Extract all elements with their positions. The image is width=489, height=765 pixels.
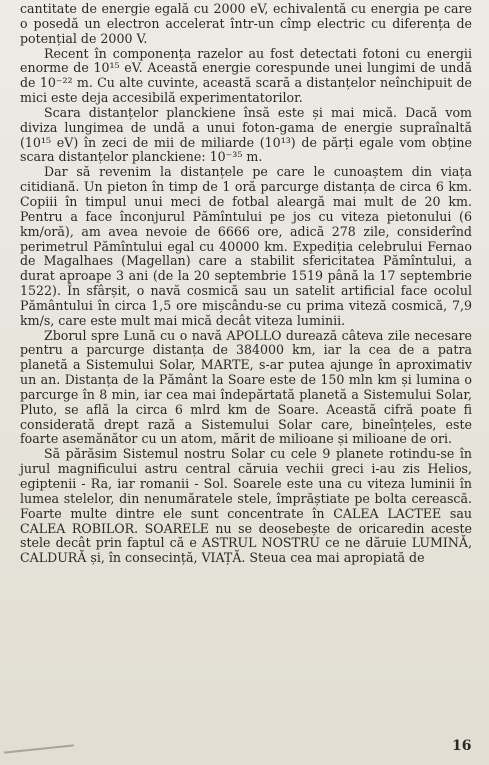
paragraph-planck-scale: Scara distanțelor planckiene însă este și mai mică. Dacă vom diviza lungimea de undă a unui foton-gama de energie supraînaltă (10¹⁵ eV) în zeci de mii de miliarde (10¹³) de părți egale vom obține scara distanțelor planckiene: 10⁻³⁵ m. <box>20 104 472 165</box>
paragraph-solar-system: Zborul spre Lună cu o navă APOLLO durează câteva zile necesare pentru a parcurge distanța de 384000 km, iar la cea de a patra planetă a Sistemului Solar, MARTE, s-ar putea ajunge în aproximativ un an. Distanța de la Pământ la Soare este de 150 mln km și lumina o parcurge în 8 min, iar cea mai îndepărtată planetă a Sistemului Solar, Pluto, se află la circa 6 mlrd km de Soare. Această cifră poate fi considerată drept rază a Sistemului Solar care, bineînțeles, este foarte asemănător cu un atom, mărit de milioane și milioane de ori. <box>20 327 472 447</box>
page-body-text <box>20 2 472 566</box>
pencil-mark <box>4 744 74 753</box>
paragraph-photon-energy: Recent în componența razelor au fost detectati fotoni cu energii enorme de 10¹⁵ eV. Această energie corespunde unei lungimi de undă de 10⁻²² m. Cu alte cuvinte, această scară a distanțelor neînchipuit de mici este deja accesibilă experimentatorilor. <box>20 45 472 106</box>
paragraph-everyday-distances: Dar să revenim la distanțele pe care le cunoaștem din viața citidiană. Un pieton în timp de 1 oră parcurge distanța de circa 6 km. Copiii în timpul unui meci de fotbal aleargă mai mult de 20 km. Pentru a face înconjurul Pămîntului pe jos cu viteza pietonului (6 km/oră), am avea nevoie de 6666 ore, adică 278 zile, considerînd perimetrul Pămîntului egal cu 40000 km. Expediția celebrului Fernao de Magalhaes (Magellan) care a stabilit sfericitatea Pămîntului, a durat aproape 3 ani (de la 20 septembrie 1519 până la 17 septembrie 1522). În sfârșit, o navă cosmică sau un satelit artificial face ocolul Pământului în circa 1,5 ore mișcându-se cu prima viteză cosmică, 7,9 km/s, care este mult mai mică decât viteza luminii. <box>20 164 472 328</box>
paragraph-stars: Să părăsim Sistemul nostru Solar cu cele 9 planete rotindu-se în jurul magnificului astru central căruia vechii greci i-au zis Helios, egiptenii - Ra, iar romanii - Sol. Soarele este una cu viteza luminii în lumea stelelor, din nenumăratele stele, împrăștiate pe bolta cerească. Foarte multe dintre ele sunt concentrate în CALEA LACTEE sau CALEA ROBILOR. SOARELE nu se deosebește de oricaredin aceste stele decât prin faptul că e ASTRUL NOSTRU ce ne dăruie LUMINĂ, CALDURĂ și, în consecință, VIAȚĂ. Steua cea mai apropiată de <box>20 446 472 566</box>
paragraph-continuation: cantitate de energie egală cu 2000 eV, echivalentă cu energia pe care o posedă un electron accelerat într-un cîmp electric cu diferența de potențial de 2000 V. <box>20 1 472 46</box>
page-number: 16 <box>452 738 472 754</box>
